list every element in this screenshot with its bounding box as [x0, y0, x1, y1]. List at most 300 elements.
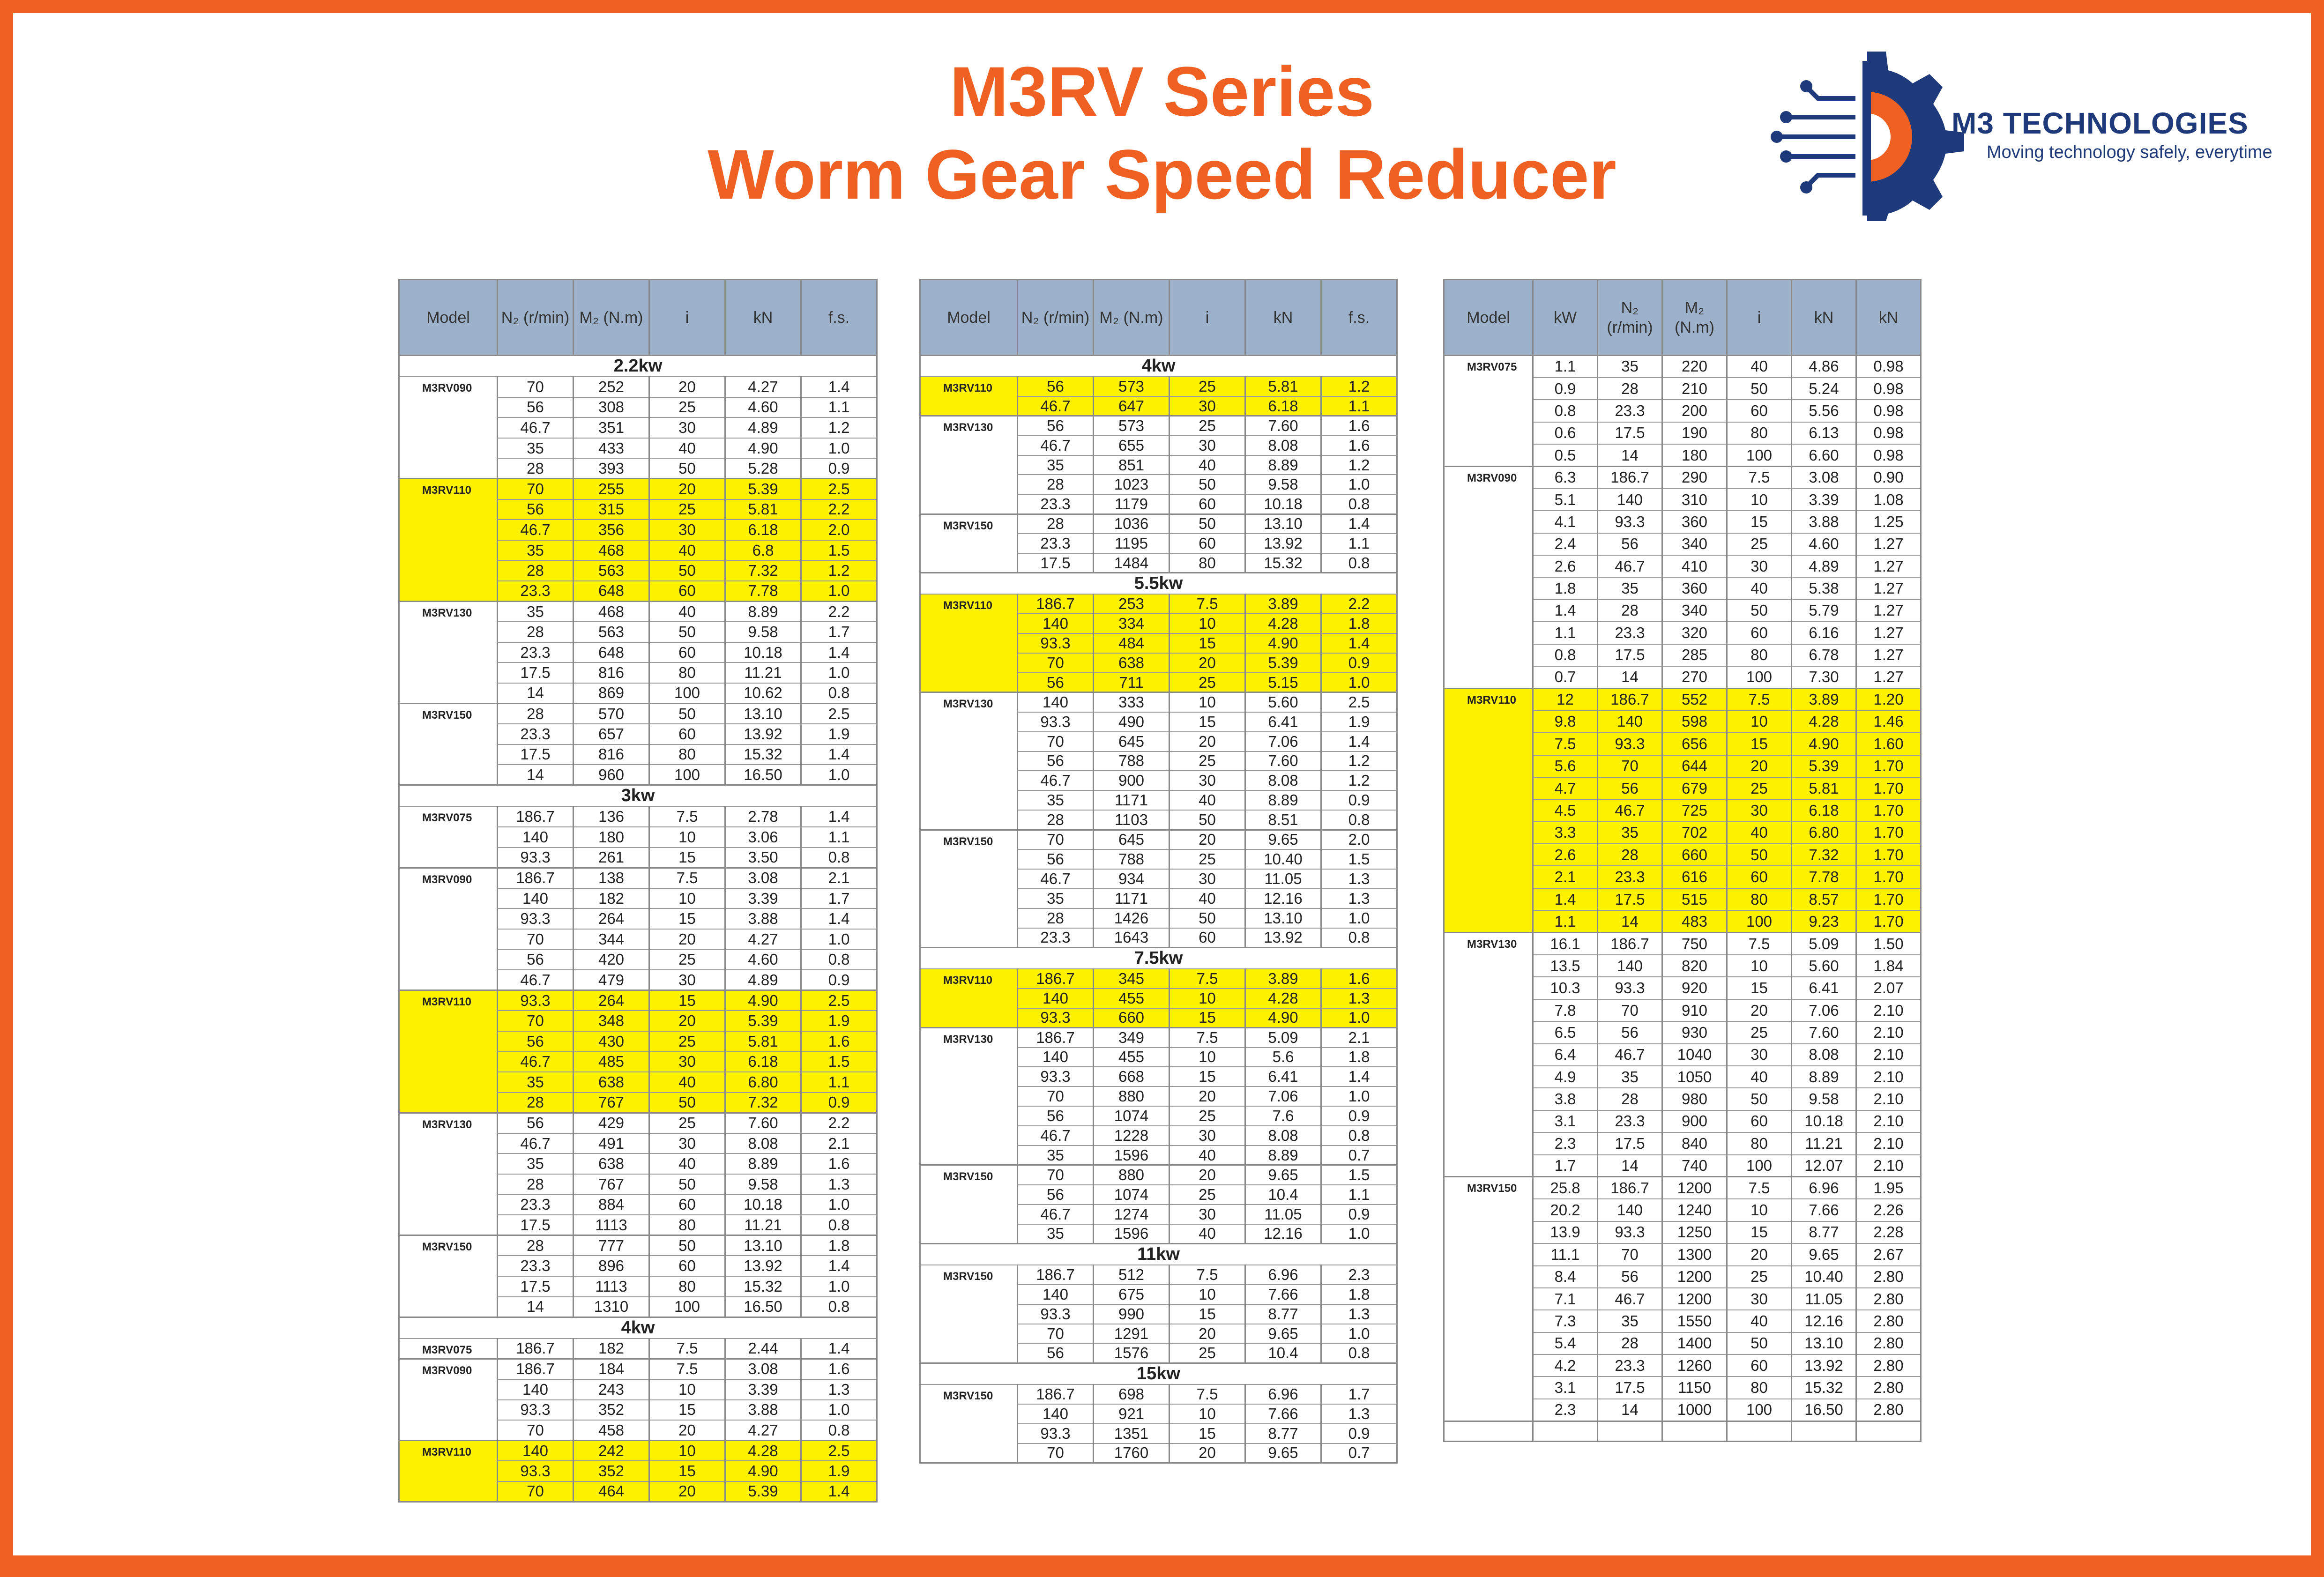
value-cell: 1.2 [1321, 455, 1397, 475]
value-cell: 190 [1662, 422, 1727, 444]
value-cell: 7.78 [725, 581, 801, 602]
empty-cell [1727, 1421, 1792, 1441]
value-cell: 990 [1094, 1304, 1169, 1324]
value-cell: 93.3 [498, 848, 574, 868]
value-cell: 25 [649, 499, 725, 520]
value-cell: 6.18 [725, 520, 801, 540]
value-cell: 8.08 [1245, 436, 1321, 455]
value-cell: 934 [1094, 869, 1169, 889]
value-cell: 8.08 [1792, 1044, 1856, 1066]
value-cell: 2.5 [1321, 692, 1397, 712]
table-row [920, 969, 1397, 989]
value-cell: 20 [1169, 1165, 1245, 1185]
value-cell: 5.39 [725, 479, 801, 499]
value-cell: 1.8 [801, 1235, 877, 1256]
value-cell: 10 [1169, 614, 1245, 633]
value-cell: 56 [498, 1031, 574, 1052]
value-cell: 0.9 [1533, 378, 1598, 400]
value-cell: 645 [1094, 830, 1169, 849]
value-cell: 182 [574, 888, 649, 909]
value-cell: 1.0 [1321, 673, 1397, 692]
value-cell: 1.2 [1321, 771, 1397, 790]
value-cell: 15.32 [1245, 553, 1321, 573]
value-cell: 0.8 [801, 683, 877, 704]
value-cell: 512 [1094, 1265, 1169, 1285]
model-cell: M3RV110 [920, 594, 1018, 692]
value-cell: 0.8 [801, 950, 877, 970]
value-cell: 0.9 [1321, 1106, 1397, 1126]
table-body [920, 356, 1397, 1463]
value-cell: 60 [1727, 622, 1792, 644]
value-cell: 880 [1094, 1165, 1169, 1185]
value-cell: 1.0 [801, 765, 877, 785]
value-cell: 2.5 [801, 990, 877, 1011]
model-cell: M3RV130 [399, 1113, 498, 1235]
value-cell: 255 [574, 479, 649, 499]
value-cell: 1.4 [1321, 514, 1397, 534]
value-cell: 15 [1727, 1221, 1792, 1243]
value-cell: 4.60 [1792, 533, 1856, 555]
value-cell: 50 [649, 704, 725, 724]
value-cell: 50 [649, 560, 725, 581]
value-cell: 1.3 [801, 1379, 877, 1400]
value-cell: 655 [1094, 436, 1169, 455]
value-cell: 5.81 [725, 1031, 801, 1052]
spec-table-1 [398, 279, 878, 1503]
value-cell: 1200 [1662, 1177, 1727, 1199]
model-cell: M3RV110 [399, 1441, 498, 1502]
value-cell: 140 [1598, 711, 1662, 733]
value-cell: 2.26 [1856, 1199, 1921, 1221]
table-row [399, 868, 877, 888]
value-cell: 80 [649, 662, 725, 683]
value-cell: 1.0 [801, 581, 877, 602]
value-cell: 1036 [1094, 514, 1169, 534]
value-cell: 1.25 [1856, 511, 1921, 533]
value-cell: 20 [1727, 1243, 1792, 1265]
value-cell: 840 [1662, 1132, 1727, 1154]
value-cell: 4.28 [725, 1441, 801, 1461]
value-cell: 420 [574, 950, 649, 970]
value-cell: 6.96 [1245, 1384, 1321, 1404]
value-cell: 4.90 [1245, 633, 1321, 653]
value-cell: 93.3 [498, 908, 574, 929]
value-cell: 0.7 [1533, 666, 1598, 688]
value-cell: 30 [1727, 1288, 1792, 1310]
value-cell: 285 [1662, 644, 1727, 666]
value-cell: 140 [1018, 614, 1094, 633]
value-cell: 880 [1094, 1086, 1169, 1106]
value-cell: 7.66 [1245, 1285, 1321, 1304]
value-cell: 352 [574, 1400, 649, 1421]
value-cell: 0.9 [801, 970, 877, 990]
value-cell: 1.6 [1321, 969, 1397, 989]
value-cell: 960 [574, 765, 649, 785]
value-cell: 186.7 [1598, 466, 1662, 488]
value-cell: 0.98 [1856, 444, 1921, 466]
value-cell: 17.5 [1598, 888, 1662, 910]
value-cell: 15 [1169, 1067, 1245, 1086]
column-header: M₂ (N.m) [574, 280, 649, 356]
value-cell: 15 [1727, 511, 1792, 533]
value-cell: 93.3 [498, 1400, 574, 1421]
value-cell: 4.5 [1533, 799, 1598, 821]
value-cell: 80 [649, 1276, 725, 1297]
model-cell: M3RV110 [920, 377, 1018, 416]
value-cell: 1.3 [1321, 889, 1397, 908]
value-cell: 46.7 [498, 520, 574, 540]
value-cell: 46.7 [1598, 555, 1662, 577]
value-cell: 70 [1018, 1443, 1094, 1463]
value-cell: 46.7 [498, 970, 574, 990]
value-cell: 40 [1169, 790, 1245, 810]
value-cell: 70 [1018, 1324, 1094, 1344]
value-cell: 2.10 [1856, 1110, 1921, 1132]
value-cell: 28 [498, 704, 574, 724]
value-cell: 1113 [574, 1276, 649, 1297]
value-cell: 1.1 [1321, 1185, 1397, 1205]
value-cell: 5.38 [1792, 577, 1856, 599]
value-cell: 573 [1094, 416, 1169, 436]
value-cell: 10 [1169, 1404, 1245, 1424]
value-cell: 35 [1018, 1224, 1094, 1244]
value-cell: 80 [1727, 422, 1792, 444]
value-cell: 8.89 [725, 602, 801, 622]
value-cell: 1484 [1094, 553, 1169, 573]
value-cell: 20 [1169, 732, 1245, 751]
value-cell: 2.10 [1856, 1132, 1921, 1154]
table-row [920, 594, 1397, 614]
blank-row [1444, 1421, 1921, 1441]
column-header: N₂ (r/min) [1018, 280, 1094, 356]
value-cell: 25 [1169, 1343, 1245, 1363]
value-cell: 14 [1598, 1155, 1662, 1177]
value-cell: 7.1 [1533, 1288, 1598, 1310]
value-cell: 100 [649, 765, 725, 785]
value-cell: 0.8 [1321, 928, 1397, 948]
column-header: kN [1856, 280, 1921, 356]
value-cell: 1000 [1662, 1399, 1727, 1421]
value-cell: 1.0 [1321, 1008, 1397, 1028]
value-cell: 4.89 [725, 970, 801, 990]
value-cell: 17.5 [498, 662, 574, 683]
value-cell: 100 [649, 683, 725, 704]
value-cell: 3.1 [1533, 1110, 1598, 1132]
table-row [1444, 933, 1921, 955]
value-cell: 17.5 [1598, 1376, 1662, 1398]
value-cell: 6.80 [725, 1072, 801, 1093]
value-cell: 7.5 [1169, 1265, 1245, 1285]
value-cell: 3.50 [725, 848, 801, 868]
value-cell: 1.4 [801, 642, 877, 663]
value-cell: 1.8 [1321, 614, 1397, 633]
value-cell: 100 [1727, 444, 1792, 466]
value-cell: 182 [574, 1339, 649, 1359]
value-cell: 8.08 [1245, 771, 1321, 790]
value-cell: 1200 [1662, 1288, 1727, 1310]
value-cell: 6.96 [1792, 1177, 1856, 1199]
value-cell: 12.16 [1245, 1224, 1321, 1244]
value-cell: 140 [1598, 955, 1662, 977]
title-product: Worm Gear Speed Reducer [708, 135, 1616, 214]
value-cell: 5.15 [1245, 673, 1321, 692]
value-cell: 9.58 [1792, 1088, 1856, 1110]
value-cell: 7.06 [1792, 999, 1856, 1021]
table-row [399, 1113, 877, 1133]
value-cell: 30 [649, 417, 725, 438]
value-cell: 638 [574, 1072, 649, 1093]
value-cell: 23.3 [1018, 494, 1094, 514]
value-cell: 598 [1662, 711, 1727, 733]
value-cell: 20 [649, 1481, 725, 1502]
value-cell: 60 [649, 724, 725, 744]
value-cell: 5.28 [725, 458, 801, 479]
value-cell: 1.5 [801, 1052, 877, 1072]
value-cell: 9.58 [725, 1174, 801, 1195]
table-row [399, 704, 877, 724]
value-cell: 851 [1094, 455, 1169, 475]
value-cell: 5.81 [725, 499, 801, 520]
table-row [1444, 1177, 1921, 1199]
value-cell: 5.09 [1792, 933, 1856, 955]
value-cell: 23.3 [498, 1256, 574, 1276]
value-cell: 1200 [1662, 1266, 1727, 1288]
model-cell: M3RV090 [1444, 466, 1533, 688]
value-cell: 15 [1169, 1304, 1245, 1324]
power-row [920, 573, 1397, 595]
value-cell: 8.08 [1245, 1126, 1321, 1146]
value-cell: 56 [498, 1113, 574, 1133]
value-cell: 70 [1018, 830, 1094, 849]
value-cell: 2.6 [1533, 844, 1598, 866]
value-cell: 1074 [1094, 1106, 1169, 1126]
value-cell: 4.9 [1533, 1066, 1598, 1088]
value-cell: 884 [574, 1195, 649, 1215]
value-cell: 46.7 [1018, 396, 1094, 416]
value-cell: 2.3 [1533, 1399, 1598, 1421]
value-cell: 270 [1662, 666, 1727, 688]
model-cell: M3RV150 [920, 1384, 1018, 1463]
value-cell: 7.06 [1245, 732, 1321, 751]
value-cell: 28 [498, 560, 574, 581]
value-cell: 93.3 [1598, 733, 1662, 755]
value-cell: 100 [1727, 910, 1792, 932]
value-cell: 344 [574, 929, 649, 950]
table-row [399, 990, 877, 1011]
value-cell: 6.96 [1245, 1265, 1321, 1285]
value-cell: 46.7 [498, 1133, 574, 1154]
power-row [399, 356, 877, 377]
value-cell: 6.41 [1245, 712, 1321, 732]
value-cell: 2.80 [1856, 1376, 1921, 1398]
empty-cell [1662, 1421, 1727, 1441]
value-cell: 30 [1727, 1044, 1792, 1066]
value-cell: 10.18 [725, 1195, 801, 1215]
value-cell: 11.21 [725, 662, 801, 683]
table-row [920, 1265, 1397, 1285]
value-cell: 1.2 [1321, 751, 1397, 771]
value-cell: 50 [1169, 908, 1245, 928]
value-cell: 3.8 [1533, 1088, 1598, 1110]
value-cell: 869 [574, 683, 649, 704]
header-row [1444, 280, 1921, 356]
value-cell: 7.6 [1245, 1106, 1321, 1126]
power-rating: 2.2kw [399, 356, 877, 377]
column-header: f.s. [801, 280, 877, 356]
value-cell: 820 [1662, 955, 1727, 977]
empty-cell [1533, 1421, 1598, 1441]
value-cell: 16.1 [1533, 933, 1598, 955]
value-cell: 8.4 [1533, 1266, 1598, 1288]
value-cell: 186.7 [498, 806, 574, 827]
value-cell: 28 [1598, 600, 1662, 622]
value-cell: 40 [1727, 822, 1792, 844]
empty-cell [1598, 1421, 1662, 1441]
value-cell: 10 [1169, 1285, 1245, 1304]
value-cell: 70 [1598, 755, 1662, 777]
value-cell: 1596 [1094, 1146, 1169, 1165]
value-cell: 17.5 [498, 1215, 574, 1235]
value-cell: 0.8 [1321, 810, 1397, 830]
value-cell: 1.2 [801, 560, 877, 581]
value-cell: 186.7 [1018, 1265, 1094, 1285]
value-cell: 1.6 [1321, 416, 1397, 436]
power-rating: 7.5kw [920, 947, 1397, 969]
value-cell: 1113 [574, 1215, 649, 1235]
value-cell: 0.5 [1533, 444, 1598, 466]
column-header: M₂ (N.m) [1662, 280, 1727, 356]
value-cell: 70 [498, 929, 574, 950]
value-cell: 334 [1094, 614, 1169, 633]
value-cell: 4.89 [1792, 555, 1856, 577]
table-row [399, 1441, 877, 1461]
value-cell: 4.2 [1533, 1354, 1598, 1376]
power-rating: 5.5kw [920, 573, 1397, 595]
value-cell: 7.5 [649, 868, 725, 888]
value-cell: 0.8 [801, 1297, 877, 1317]
value-cell: 1.0 [801, 1276, 877, 1297]
value-cell: 35 [1598, 1066, 1662, 1088]
value-cell: 515 [1662, 888, 1727, 910]
value-cell: 1760 [1094, 1443, 1169, 1463]
value-cell: 5.56 [1792, 400, 1856, 422]
value-cell: 930 [1662, 1021, 1727, 1043]
value-cell: 28 [1598, 844, 1662, 866]
value-cell: 35 [1598, 356, 1662, 378]
value-cell: 186.7 [498, 868, 574, 888]
value-cell: 15 [649, 1461, 725, 1481]
value-cell: 60 [1169, 928, 1245, 948]
value-cell: 40 [649, 438, 725, 459]
value-cell: 264 [574, 908, 649, 929]
value-cell: 46.7 [1018, 869, 1094, 889]
value-cell: 35 [1598, 822, 1662, 844]
value-cell: 2.5 [801, 1441, 877, 1461]
value-cell: 70 [498, 1481, 574, 1502]
value-cell: 3.88 [725, 908, 801, 929]
value-cell: 352 [574, 1461, 649, 1481]
value-cell: 1.27 [1856, 533, 1921, 555]
value-cell: 1150 [1662, 1376, 1727, 1398]
value-cell: 333 [1094, 692, 1169, 712]
value-cell: 60 [1169, 494, 1245, 514]
value-cell: 100 [1727, 666, 1792, 688]
value-cell: 56 [1018, 416, 1094, 436]
value-cell: 70 [498, 1420, 574, 1441]
value-cell: 1.70 [1856, 910, 1921, 932]
value-cell: 8.77 [1792, 1221, 1856, 1243]
power-row [399, 785, 877, 807]
value-cell: 13.10 [725, 1235, 801, 1256]
model-cell: M3RV110 [399, 990, 498, 1113]
value-cell: 2.10 [1856, 1044, 1921, 1066]
model-cell: M3RV150 [920, 1265, 1018, 1363]
value-cell: 1.1 [801, 1072, 877, 1093]
value-cell: 668 [1094, 1067, 1169, 1086]
value-cell: 698 [1094, 1384, 1169, 1404]
model-cell: M3RV090 [399, 377, 498, 479]
value-cell: 23.3 [498, 724, 574, 744]
value-cell: 6.18 [1792, 799, 1856, 821]
value-cell: 2.3 [1533, 1132, 1598, 1154]
model-cell: M3RV110 [920, 969, 1018, 1028]
power-rating: 3kw [399, 785, 877, 807]
value-cell: 2.10 [1856, 1088, 1921, 1110]
value-cell: 60 [1727, 400, 1792, 422]
value-cell: 15 [649, 908, 725, 929]
value-cell: 648 [574, 581, 649, 602]
value-cell: 1.3 [1321, 989, 1397, 1008]
value-cell: 180 [1662, 444, 1727, 466]
column-header: M₂ (N.m) [1094, 280, 1169, 356]
value-cell: 1023 [1094, 475, 1169, 494]
value-cell: 1.27 [1856, 666, 1921, 688]
value-cell: 10 [649, 1379, 725, 1400]
table-row [399, 602, 877, 622]
value-cell: 50 [1169, 810, 1245, 830]
value-cell: 1.70 [1856, 866, 1921, 888]
value-cell: 15.32 [1792, 1376, 1856, 1398]
value-cell: 5.6 [1245, 1048, 1321, 1067]
value-cell: 30 [649, 970, 725, 990]
value-cell: 455 [1094, 989, 1169, 1008]
model-cell: M3RV130 [399, 602, 498, 704]
value-cell: 12.16 [1245, 889, 1321, 908]
value-cell: 1.4 [801, 1481, 877, 1502]
circuit-icon [1780, 89, 1855, 185]
value-cell: 200 [1662, 400, 1727, 422]
value-cell: 13.92 [1245, 534, 1321, 553]
value-cell: 93.3 [498, 990, 574, 1011]
value-cell: 6.18 [725, 1052, 801, 1072]
value-cell: 140 [1018, 692, 1094, 712]
model-cell: M3RV150 [399, 704, 498, 785]
value-cell: 1550 [1662, 1310, 1727, 1332]
value-cell: 1.0 [801, 1195, 877, 1215]
value-cell: 30 [649, 520, 725, 540]
value-cell: 10.18 [725, 642, 801, 663]
value-cell: 0.98 [1856, 356, 1921, 378]
value-cell: 2.2 [801, 602, 877, 622]
value-cell: 315 [574, 499, 649, 520]
value-cell: 340 [1662, 600, 1727, 622]
value-cell: 0.98 [1856, 378, 1921, 400]
value-cell: 56 [1598, 1266, 1662, 1288]
value-cell: 0.9 [801, 1093, 877, 1113]
value-cell: 1.20 [1856, 688, 1921, 710]
value-cell: 138 [574, 868, 649, 888]
value-cell: 30 [1169, 1126, 1245, 1146]
